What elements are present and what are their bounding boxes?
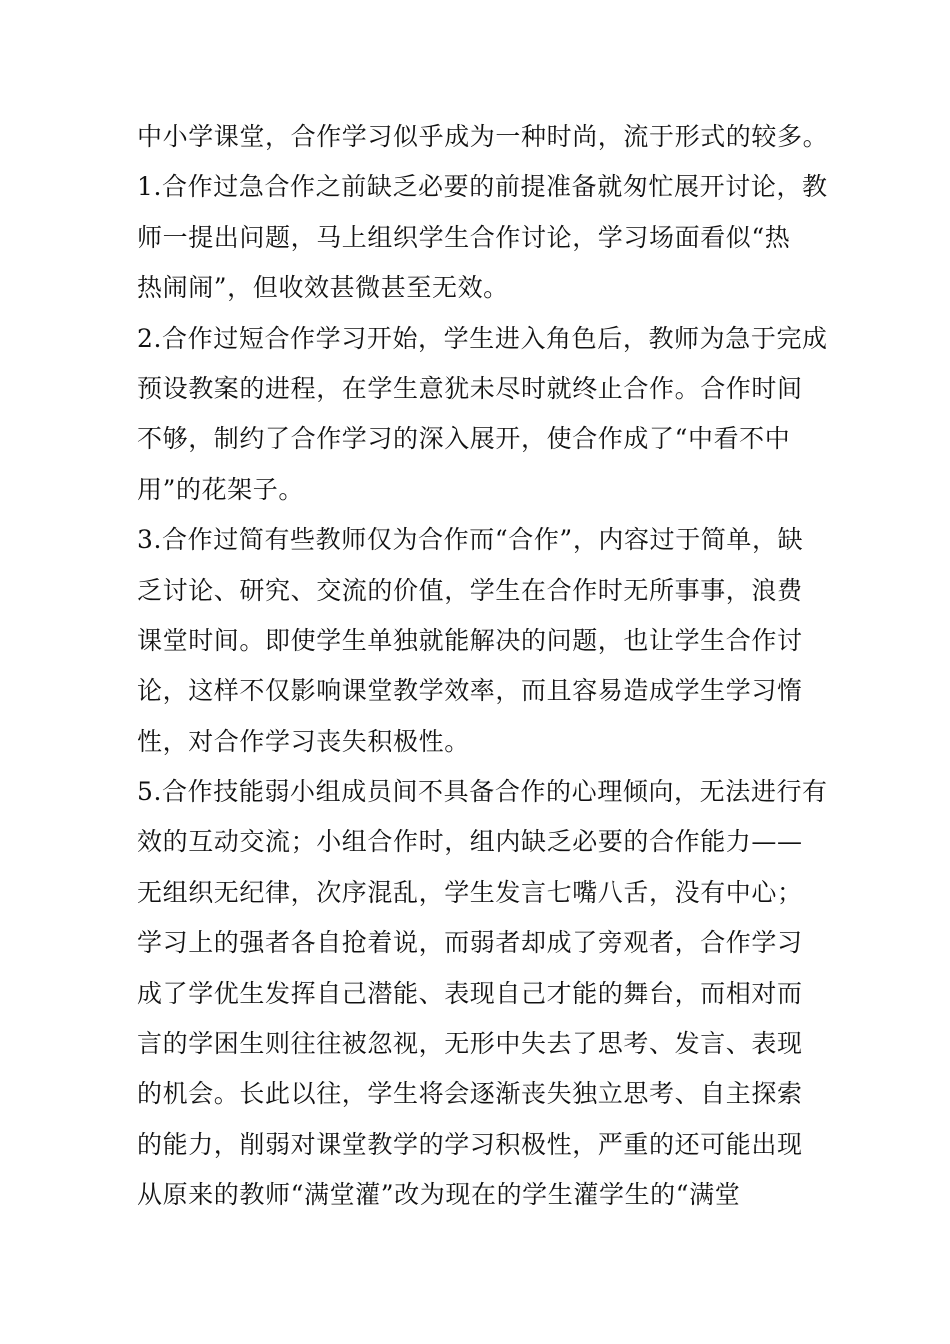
text-line: 学习上的强者各自抢着说，而弱者却成了旁观者，合作学习 [137,928,803,958]
text-line: 师一提出问题，马上组织学生合作讨论，学习场面看似“热 [137,222,791,252]
text-line: 预设教案的进程，在学生意犹未尽时就终止合作。合作时间 [137,373,803,403]
text-line: 乏讨论、研究、交流的价值，学生在合作时无所事事，浪费 [137,575,803,605]
text-line: 言的学困生则往往被忽视，无形中失去了思考、发言、表现 [137,1029,803,1059]
text-line: 中小学课堂，合作学习似乎成为一种时尚，流于形式的较多。 [137,122,829,151]
text-line: 性，对合作学习丧失积极性。 [137,726,470,756]
text-line: 不够，制约了合作学习的深入展开，使合作成了“中看不中 [137,424,791,454]
text-line: 从原来的教师“满堂灌”改为现在的学生灌学生的“满堂 [137,1180,741,1210]
text-line: 5.合作技能弱小组成员间不具备合作的心理倾向，无法进行有 [137,777,828,807]
body-text [137,112,827,1221]
text-line: 2.合作过短合作学习开始，学生进入角色后，教师为急于完成 [137,323,828,353]
text-line: 热闹闹”，但收效甚微甚至无效。 [137,273,509,303]
text-line: 论，这样不仅影响课堂教学效率，而且容易造成学生学习惰 [137,676,803,706]
text-line: 1.合作过急合作之前缺乏必要的前提准备就匆忙展开讨论，教 [137,172,828,202]
text-line: 课堂时间。即使学生单独就能解决的问题，也让学生合作讨 [137,625,803,655]
text-line: 用”的花架子。 [137,474,304,504]
text-line: 效的互动交流；小组合作时，组内缺乏必要的合作能力—— [137,827,803,857]
text-line: 3.合作过简有些教师仅为合作而“合作”，内容过于简单，缺 [137,525,804,555]
text-line: 的机会。长此以往，学生将会逐渐丧失独立思考、自主探索 [137,1079,803,1109]
text-line: 的能力，削弱对课堂教学的学习积极性，严重的还可能出现 [137,1129,803,1159]
text-line: 成了学优生发挥自己潜能、表现自己才能的舞台，而相对而 [137,978,803,1008]
text-line: 无组织无纪律，次序混乱，学生发言七嘴八舌，没有中心； [137,877,803,907]
